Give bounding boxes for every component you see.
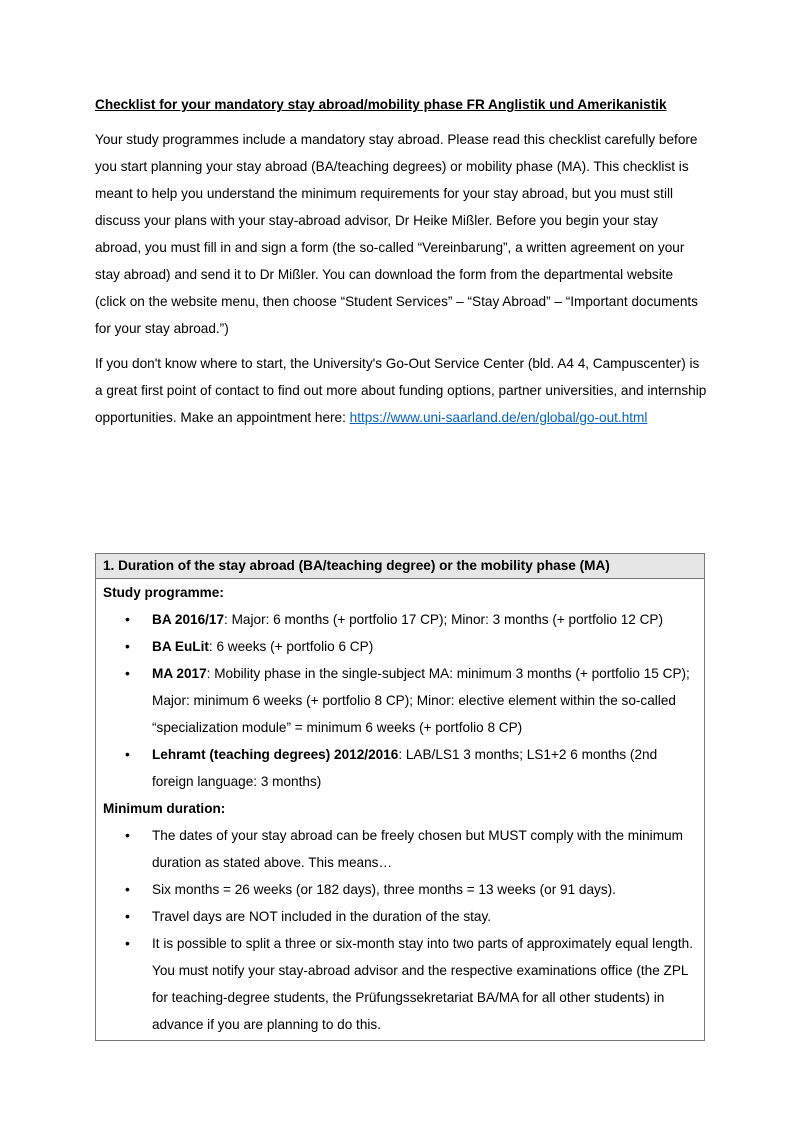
programme-name: MA 2017 — [152, 666, 207, 681]
go-out-text: If you don't know where to start, the University's Go-Out Service Center (bld. A4 4, Campuscenter) is a great first point of contact to find out more about funding options, partner universities, and internship opportunities. Make an appointment here: — [95, 356, 707, 425]
list-item: • Six months = 26 weeks (or 182 days), three months = 13 weeks (or 91 days). — [103, 876, 697, 903]
list-item: • The dates of your stay abroad can be freely chosen but MUST comply with the minimum duration as stated above. This means… — [103, 822, 697, 876]
study-programme-label: Study programme: — [103, 585, 224, 600]
programme-text: : Mobility phase in the single-subject MA: minimum 3 months (+ portfolio 15 CP); Major: minimum 6 weeks (+ portfolio 8 CP); Minor: elective element within the so-called “specialization module” = minimum 6 weeks (+ portfolio 8 CP) — [152, 666, 690, 735]
list-item — [103, 660, 697, 741]
page-title: Checklist for your mandatory stay abroad/mobility phase FR Anglistik und Amerikanistik — [95, 97, 667, 112]
duration-table — [95, 553, 705, 1041]
duration-table-heading: 1. Duration of the stay abroad (BA/teaching degree) or the mobility phase (MA) — [96, 554, 704, 579]
programme-text: : LAB/LS1 3 months; LS1+2 6 months (2nd foreign language: 3 months) — [152, 747, 658, 789]
go-out-paragraph — [95, 350, 707, 431]
intro-section — [95, 96, 707, 439]
programme-name: BA EuLit — [152, 639, 209, 654]
intro-paragraph: Your study programmes include a mandatory stay abroad. Please read this checklist carefully before you start planning your stay abroad (BA/teaching degrees) or mobility phase (MA). This checklist is meant to help you understand the minimum requirements for your stay abroad, but you must still discuss your plans with your stay-abroad advisor, Dr Heike Mißler. Before you begin your stay abroad, you must fill in and sign a form (the so-called “Vereinbarung”, a written agreement on your stay abroad) and send it to Dr Mißler. You can download the form from the departmental website (click on the website menu, then choose “Student Services” – “Stay Abroad” – “Important documents for your stay abroad.”) — [95, 132, 698, 336]
duration-list — [103, 822, 697, 1038]
duration-table-body — [96, 579, 704, 1040]
programme-name: Lehramt (teaching degrees) 2012/2016 — [152, 747, 399, 762]
programme-list — [103, 606, 697, 795]
programme-name: BA 2016/17 — [152, 612, 225, 627]
programme-text: : Major: 6 months (+ portfolio 17 CP); Minor: 3 months (+ portfolio 12 CP) — [224, 612, 664, 627]
go-out-link[interactable]: https://www.uni-saarland.de/en/global/go-out.html — [349, 410, 648, 425]
list-item — [103, 633, 697, 660]
minimum-duration-label: Minimum duration: — [103, 801, 226, 816]
programme-text: : 6 weeks (+ portfolio 6 CP) — [208, 639, 374, 654]
list-item — [103, 606, 697, 633]
list-item: • It is possible to split a three or six-month stay into two parts of approximately equal length. You must notify your stay-abroad advisor and the respective examinations office (the ZPL for teaching-degree students, the Prüfungssekretariat BA/MA for all other students) in advance if you are planning to do this. — [103, 930, 697, 1038]
list-item — [103, 741, 697, 795]
list-item: • Travel days are NOT included in the duration of the stay. — [103, 903, 697, 930]
